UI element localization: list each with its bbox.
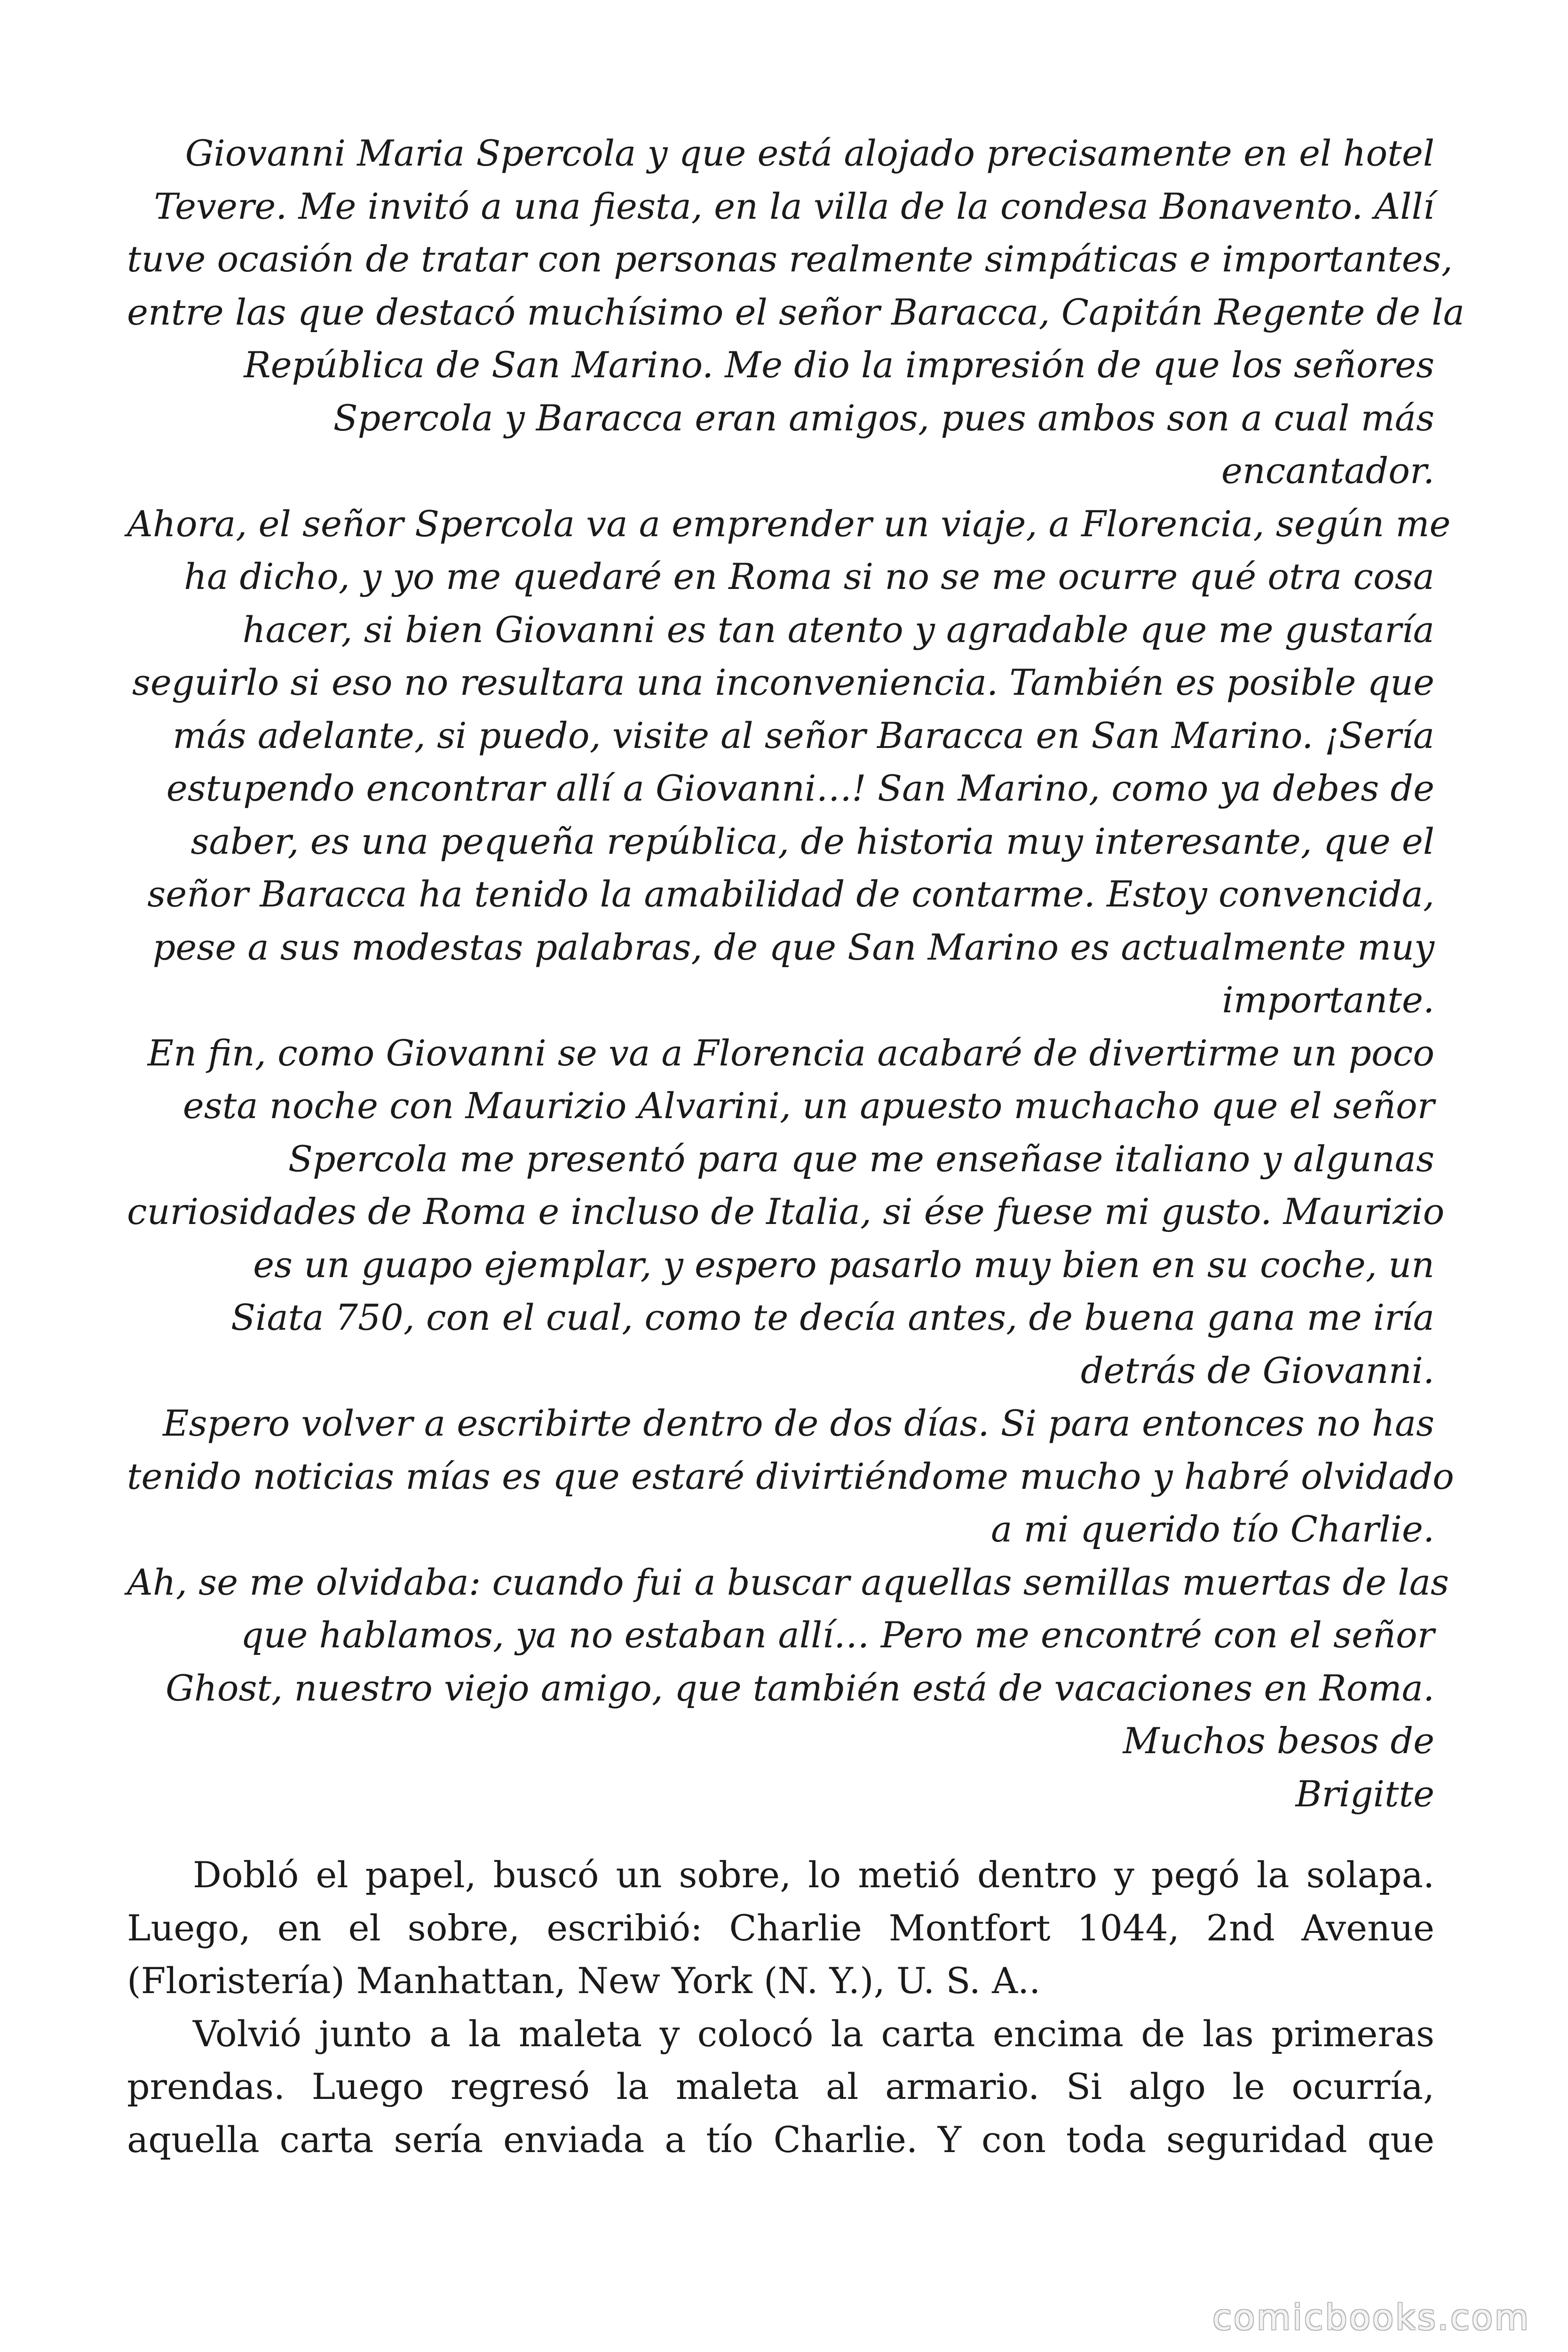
letter-line: seguirlo si eso no resultara una inconveniencia. También es posible que (132, 661, 1434, 703)
letter-line: Spercola y Baracca eran amigos, pues ambos son a cual más (333, 397, 1434, 439)
letter-line: Muchos besos de (1123, 1720, 1434, 1762)
letter-line: Ah, se me olvidaba: cuando fui a buscar aquellas semillas muertas de las (127, 1561, 1449, 1603)
letter-line: hacer, si bien Giovanni es tan atento y agradable que me gustaría (242, 608, 1434, 651)
letter-line: Ghost, nuestro viejo amigo, que también está de vacaciones en Roma. (166, 1667, 1434, 1709)
letter-line: Siata 750, con el cual, como te decía antes, de buena gana me iría (230, 1296, 1434, 1338)
letter-line: estupendo encontrar allí a Giovanni…! San Marino, como ya debes de (166, 767, 1434, 809)
letter-line: República de San Marino. Me dio la impresión de que los señores (244, 344, 1434, 386)
letter-line: señor Baracca ha tenido la amabilidad de contarme. Estoy convencida, (147, 873, 1434, 915)
letter-line: que hablamos, ya no estaban allí… Pero me encontré con el señor (240, 1614, 1434, 1656)
letter-line: Tevere. Me invitó a una fiesta, en la villa de la condesa Bonavento. Allí (154, 185, 1434, 227)
letter-line: En fin, como Giovanni se va a Florencia acabaré de divertirme un poco (147, 1032, 1434, 1074)
letter-line: Ahora, el señor Spercola va a emprender un viaje, a Florencia, según me (127, 502, 1451, 545)
narrative-line: Volvió junto a la maleta y colocó la carta encima de las primeras (193, 2012, 1434, 2055)
narrative-line: Dobló el papel, buscó un sobre, lo metió dentro y pegó la solapa. (193, 1854, 1434, 1896)
letter-line: Spercola me presentó para que me enseñase italiano y algunas (288, 1137, 1434, 1180)
letter-line: esta noche con Maurizio Alvarini, un apuesto muchacho que el señor (182, 1085, 1434, 1127)
letter-line: importante. (1222, 979, 1434, 1021)
letter-line: detrás de Giovanni. (1080, 1349, 1434, 1391)
letter-line: es un guapo ejemplar, y espero pasarlo muy bien en su coche, un (253, 1243, 1434, 1286)
letter-line: más adelante, si puedo, visite al señor Baracca en San Marino. ¡Sería (173, 714, 1434, 756)
letter-text (127, 127, 1465, 1820)
letter-line: curiosidades de Roma e incluso de Italia, si ése fuese mi gusto. Maurizio (127, 1191, 1445, 1232)
letter-line: encantador. (1221, 450, 1434, 492)
watermark-logo: comicbooks.com (1212, 2297, 1530, 2338)
letter-line: Espero volver a escribirte dentro de dos días. Si para entonces no has (163, 1402, 1434, 1444)
narrative-line: Luego, en el sobre, escribió: Charlie Montfort 1044, 2nd Avenue (127, 1907, 1434, 1949)
letter-line: saber, es una pequeña república, de historia muy interesante, que el (190, 820, 1434, 862)
narrative-text (127, 1849, 1434, 2166)
narrative-line: (Floristería) Manhattan, New York (N. Y.), U. S. A.. (127, 1960, 1041, 2002)
narrative-line: prendas. Luego regresó la maleta al armario. Si algo le ocurría, (127, 2066, 1434, 2107)
letter-line: entre las que destacó muchísimo el señor Baracca, Capitán Regente de la (127, 291, 1465, 333)
narrative-line: aquella carta sería enviada a tío Charlie. Y con toda seguridad que (127, 2118, 1434, 2161)
letter-line: tenido noticias mías es que estaré divirtiéndome mucho y habré olvidado (127, 1455, 1454, 1497)
letter-line: a mi querido tío Charlie. (990, 1508, 1434, 1550)
letter-line: tuve ocasión de tratar con personas realmente simpáticas e importantes, (127, 238, 1453, 280)
letter-line: Giovanni Maria Spercola y que está alojado precisamente en el hotel (185, 132, 1434, 174)
letter-signature: Brigitte (1295, 1772, 1434, 1815)
letter-line: pese a sus modestas palabras, de que San Marino es actualmente muy (152, 926, 1434, 968)
letter-line: ha dicho, y yo me quedaré en Roma si no se me ocurre qué otra cosa (184, 556, 1434, 597)
